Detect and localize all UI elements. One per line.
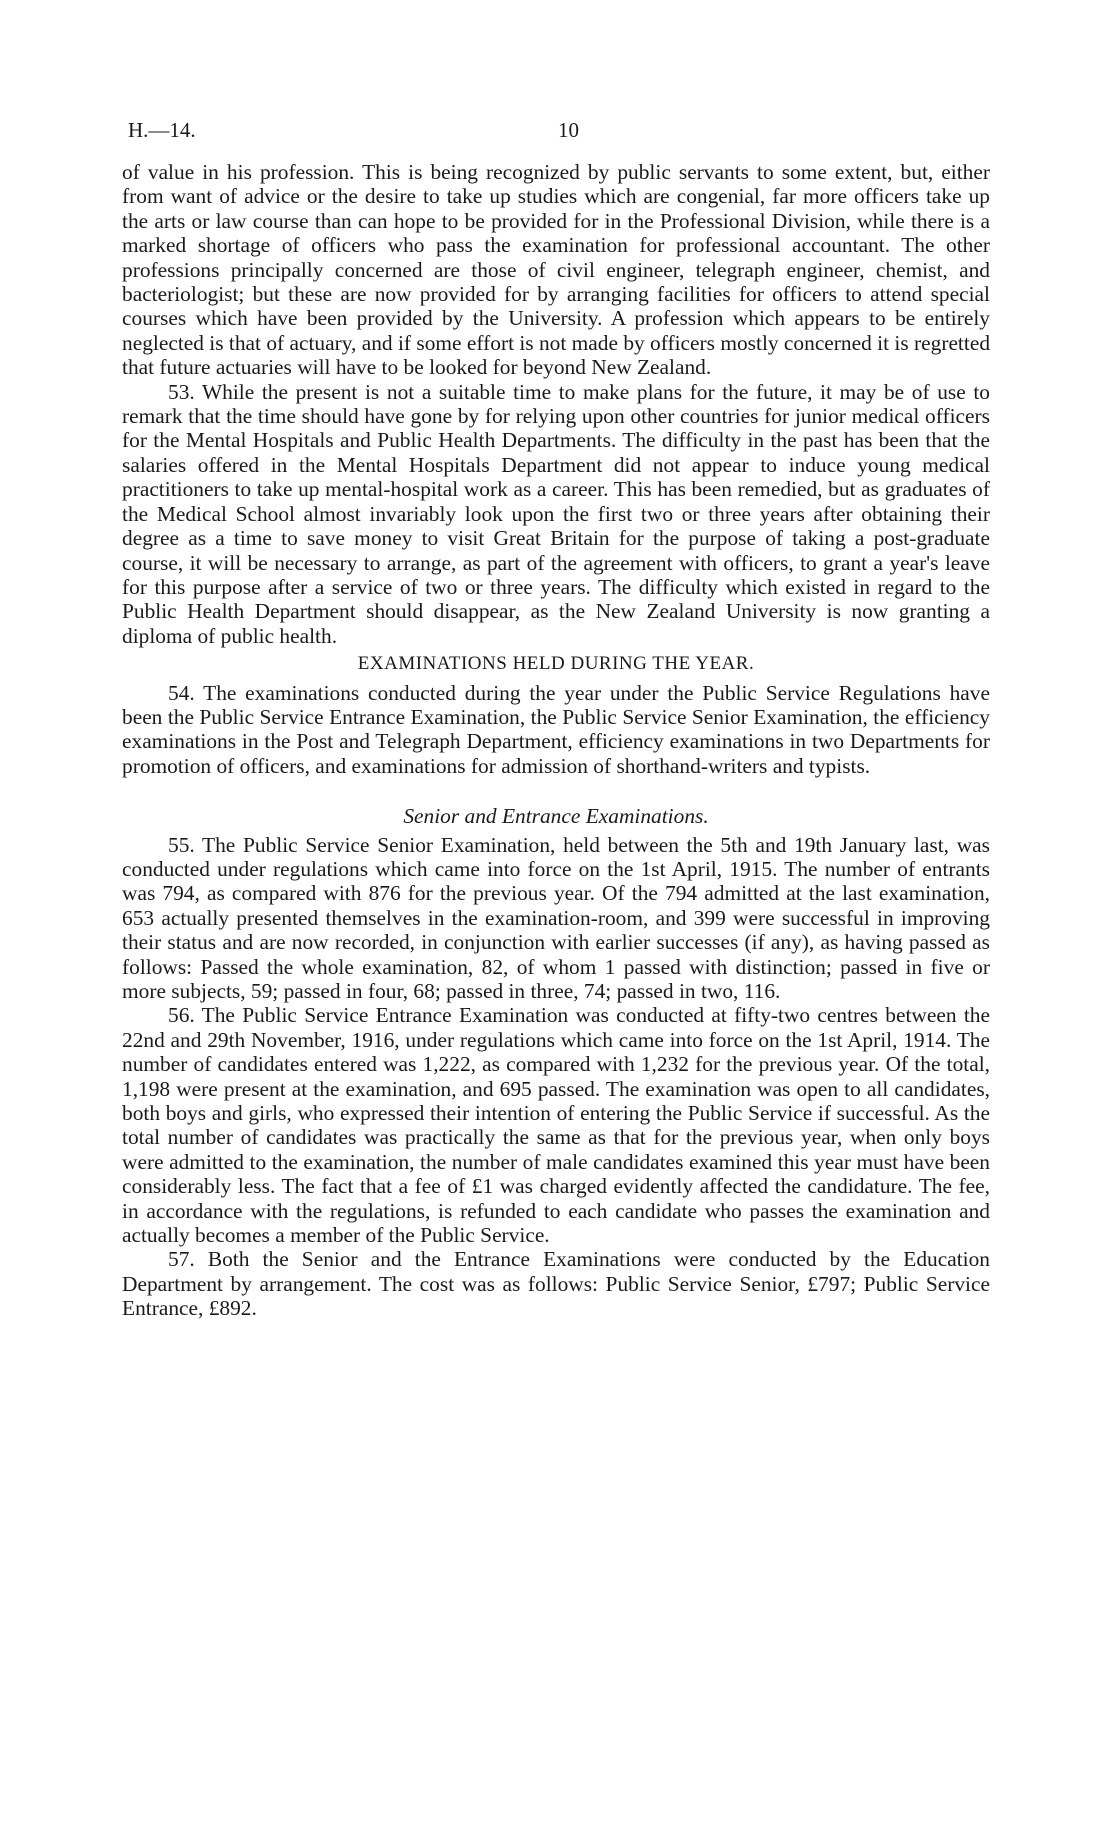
paragraph-55: 55. The Public Service Senior Examination, held between the 5th and 19th January last, was conducted under regulations which came into force on the 1st April, 1915. The number of entrants was 794, as compared with 876 for the previous year. Of the 794 admitted at the last examination, 653 actually presented themselves in the examination-room, and 399 were successful in improving their status and are now recorded, in conjunction with earlier successes (if any), as having passed as follows: Passed the whole examination, 82, of whom 1 passed with distinction; passed in five or more subjects, 59; passed in four, 68; passed in three, 74; passed in two, 116.: [122, 832, 990, 1003]
document-reference: H.—14.: [128, 118, 196, 142]
paragraph-57: 57. Both the Senior and the Entrance Examinations were conducted by the Education Department by arrangement. The cost was as follows: Public Service Senior, £797; Public Service Entrance, £892.: [122, 1247, 990, 1321]
paragraph-56: 56. The Public Service Entrance Examination was conducted at fifty-two centres between the 22nd and 29th November, 1916, under regulations which came into force on the 1st April, 1914. The number of candidates entered was 1,222, as compared with 1,232 for the previous year. Of the total, 1,198 were present at the examination, and 695 passed. The examination was open to all candidates, both boys and girls, who expressed their intention of entering the Public Service if successful. As the total number of candidates was practically the same as that for the previous year, when only boys were admitted to the examination, the number of male candidates examined this year must have been considerably less. The fact that a fee of £1 was charged evidently affected the candidature. The fee, in accordance with the regulations, is refunded to each candidate who passes the examination and actually becomes a member of the Public Service.: [122, 1003, 990, 1248]
paragraph-52-continued: of value in his profession. This is being recognized by public servants to some extent, but, either from want of advice or the desire to take up studies which are congenial, far more officers take up the arts or law course than can hope to be provided for in the Professional Division, while there is a marked shortage of officers who pass the examination for professional accountant. The other professions principally concerned are those of civil engineer, telegraph engineer, chemist, and bacteriologist; but these are now provided for by arranging facilities for officers to attend special courses which have been provided by the University. A profession which appears to be entirely neglected is that of actuary, and if some effort is not made by officers mostly concerned it is regretted that future actuaries will have to be looked for beyond New Zealand.: [122, 160, 991, 380]
paragraph-54: 54. The examinations conducted during the year under the Public Service Regulations have been the Public Service Entrance Examination, the Public Service Senior Examination, the efficiency examinations in the Post and Telegraph Department, efficiency examinations in two Departments for promotion of officers, and examinations for admission of shorthand-writers and typists.: [122, 680, 990, 778]
subheading-senior-entrance: Senior and Entrance Examinations.: [403, 804, 709, 829]
page-header: [128, 118, 986, 148]
body-text: [122, 160, 990, 1321]
paragraph-53: 53. While the present is not a suitable time to make plans for the future, it may be of use to remark that the time should have gone by for relying upon other countries for junior medical officers for the Mental Hospitals and Public Health Departments. The difficulty in the past has been that the salaries offered in the Mental Hospitals Department did not appear to induce young medical practitioners to take up mental-hospital work as a career. This has been remedied, but as graduates of the Medical School almost invariably look upon the first two or three years after obtaining their degree as a time to save money to visit Great Britain for the purpose of taking a post-graduate course, it will be necessary to arrange, as part of the agreement with officers, to grant a year's leave for this purpose after a service of two or three years. The difficulty which existed in regard to the Public Health Department should disappear, as the New Zealand University is now granting a diploma of public health.: [122, 379, 990, 648]
page-number: 10: [558, 118, 579, 142]
section-heading-examinations: EXAMINATIONS HELD DURING THE YEAR.: [357, 653, 755, 675]
